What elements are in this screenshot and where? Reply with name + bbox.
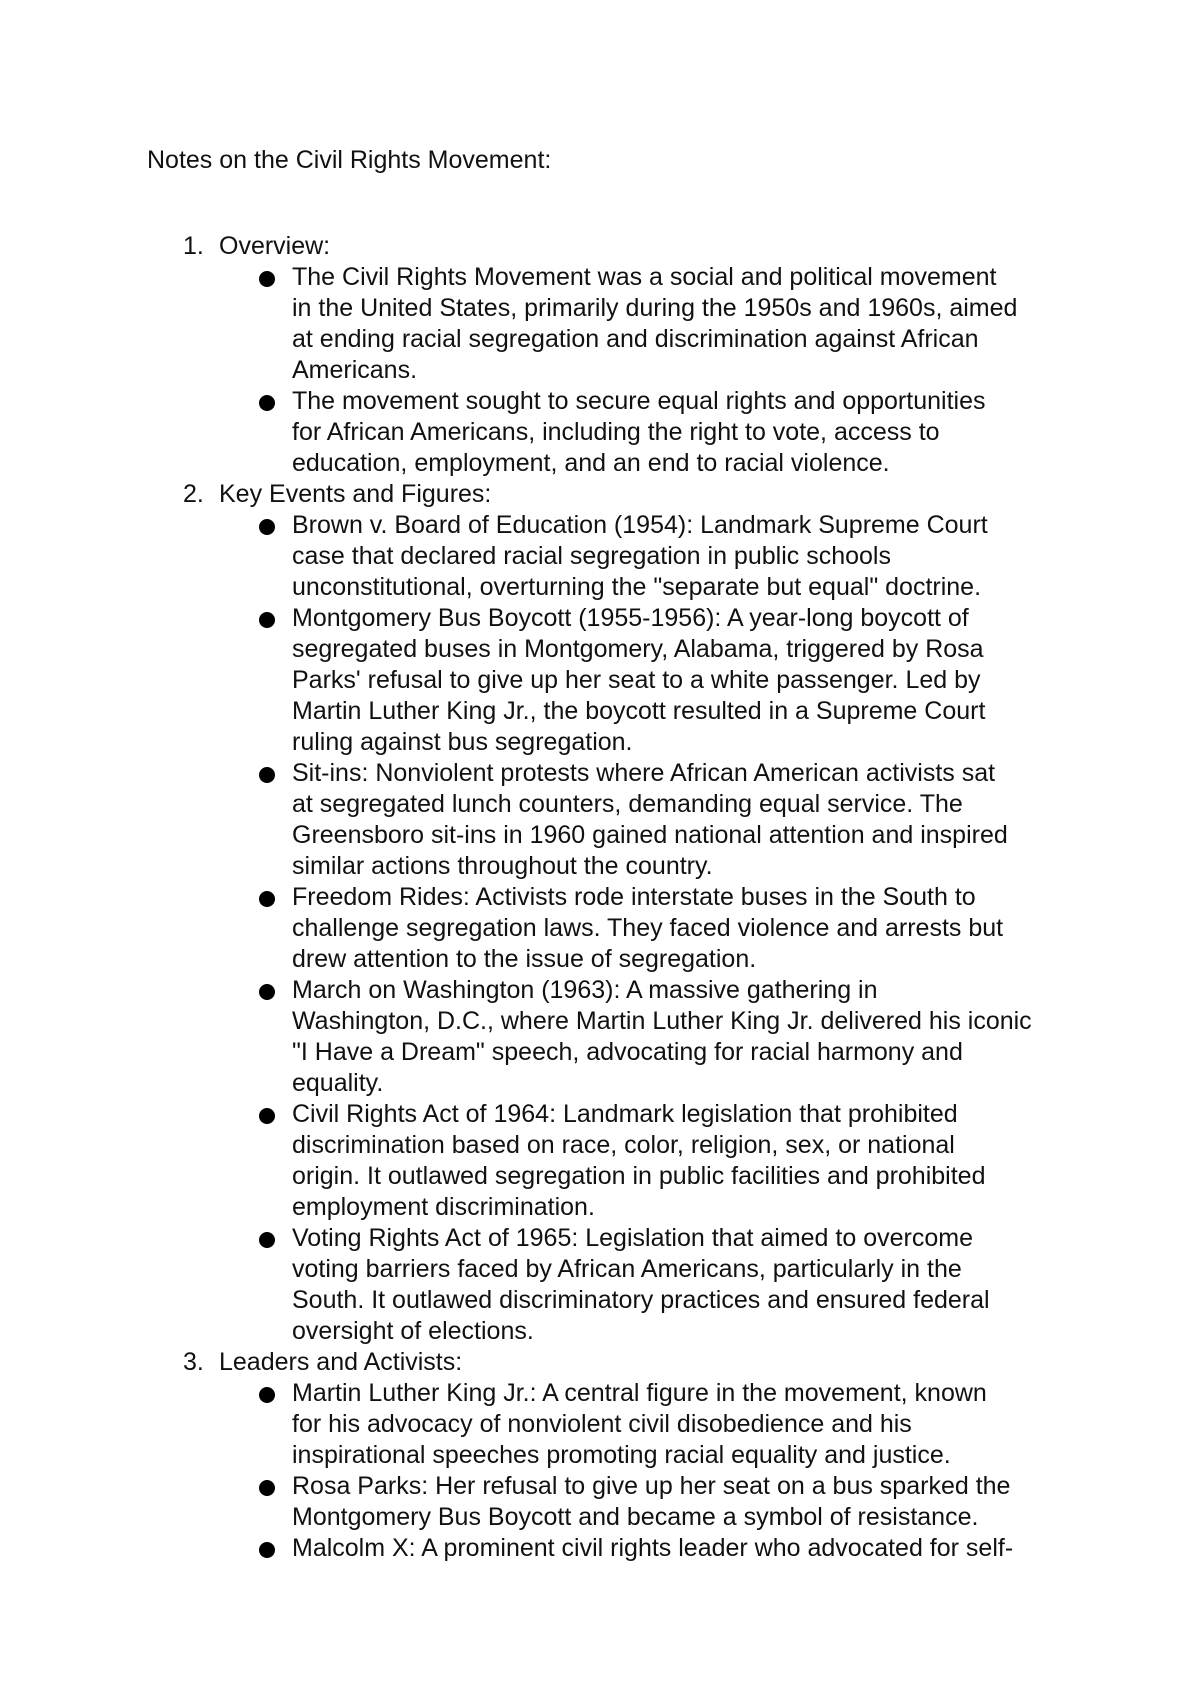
- bullet-text-line: segregated buses in Montgomery, Alabama, triggered by Rosa: [292, 635, 984, 663]
- section-item: [183, 479, 1083, 1347]
- bullet-item: [183, 1533, 1082, 1564]
- bullet-list: [183, 1378, 1083, 1564]
- bullet-dot-icon: [259, 767, 275, 783]
- section-heading: [183, 1347, 1083, 1378]
- bullet-item: [183, 262, 1082, 386]
- bullet-dot-icon: [259, 612, 275, 628]
- bullet-text-line: "I Have a Dream" speech, advocating for racial harmony and: [292, 1038, 963, 1066]
- bullet-text-line: Martin Luther King Jr., the boycott resulted in a Supreme Court: [292, 697, 986, 725]
- section-number: 2.: [183, 480, 204, 508]
- bullet-text-line: Americans.: [292, 356, 418, 384]
- bullet-text-line: South. It outlawed discriminatory practices and ensured federal: [292, 1286, 990, 1314]
- bullet-text-line: Sit-ins: Nonviolent protests where African American activists sat: [292, 759, 996, 787]
- bullet-dot-icon: [259, 271, 275, 287]
- bullet-dot-icon: [259, 1480, 275, 1496]
- bullet-text-line: origin. It outlawed segregation in public facilities and prohibited: [292, 1162, 986, 1190]
- section-number: 3.: [183, 1348, 204, 1376]
- bullet-text-line: The movement sought to secure equal rights and opportunities: [292, 387, 986, 415]
- bullet-text-line: Freedom Rides: Activists rode interstate buses in the South to: [292, 883, 976, 911]
- bullet-text-line: in the United States, primarily during the 1950s and 1960s, aimed: [292, 294, 1018, 322]
- bullet-text-line: employment discrimination.: [292, 1193, 595, 1221]
- bullet-dot-icon: [259, 1108, 275, 1124]
- bullet-text-line: challenge segregation laws. They faced violence and arrests but: [292, 914, 1004, 942]
- bullet-text-line: ruling against bus segregation.: [292, 728, 633, 756]
- bullet-text-line: Parks' refusal to give up her seat to a white passenger. Led by: [292, 666, 981, 694]
- bullet-dot-icon: [259, 891, 275, 907]
- bullet-dot-icon: [259, 984, 275, 1000]
- bullet-text-line: Martin Luther King Jr.: A central figure in the movement, known: [292, 1379, 987, 1407]
- bullet-dot-icon: [259, 395, 275, 411]
- bullet-text-line: voting barriers faced by African Americans, particularly in the: [292, 1255, 962, 1283]
- bullet-text-line: Rosa Parks: Her refusal to give up her seat on a bus sparked the: [292, 1472, 1011, 1500]
- bullet-text-line: education, employment, and an end to racial violence.: [292, 449, 890, 477]
- bullet-text-line: case that declared racial segregation in public schools: [292, 542, 891, 570]
- document-title: Notes on the Civil Rights Movement:: [147, 146, 552, 174]
- bullet-dot-icon: [259, 1542, 275, 1558]
- bullet-dot-icon: [259, 1232, 275, 1248]
- section-heading-text: Key Events and Figures:: [219, 480, 492, 508]
- bullet-text-line: equality.: [292, 1069, 384, 1097]
- bullet-text-line: inspirational speeches promoting racial equality and justice.: [292, 1441, 951, 1469]
- bullet-item: [183, 1378, 1082, 1471]
- bullet-item: [183, 603, 1082, 758]
- bullet-text-line: Montgomery Bus Boycott (1955-1956): A year-long boycott of: [292, 604, 969, 632]
- bullet-list: [183, 262, 1083, 479]
- bullet-text-line: Brown v. Board of Education (1954): Landmark Supreme Court: [292, 511, 988, 539]
- bullet-text-line: Civil Rights Act of 1964: Landmark legislation that prohibited: [292, 1100, 958, 1128]
- bullet-list: [183, 510, 1083, 1347]
- bullet-text-line: Montgomery Bus Boycott and became a symbol of resistance.: [292, 1503, 979, 1531]
- section-heading: [183, 231, 1083, 262]
- section-heading: [183, 479, 1083, 510]
- section-item: [183, 1347, 1083, 1564]
- bullet-text-line: Voting Rights Act of 1965: Legislation that aimed to overcome: [292, 1224, 973, 1252]
- bullet-text-line: discrimination based on race, color, religion, sex, or national: [292, 1131, 955, 1159]
- bullet-item: [183, 882, 1082, 975]
- bullet-text-line: Greensboro sit-ins in 1960 gained national attention and inspired: [292, 821, 1008, 849]
- section-heading-text: Leaders and Activists:: [219, 1348, 463, 1376]
- bullet-item: [183, 758, 1082, 882]
- bullet-item: [183, 386, 1082, 479]
- bullet-text-line: similar actions throughout the country.: [292, 852, 713, 880]
- section-item: [183, 231, 1083, 479]
- bullet-text-line: Malcolm X: A prominent civil rights leader who advocated for self-: [292, 1534, 1014, 1562]
- bullet-item: [183, 1223, 1082, 1347]
- bullet-text-line: for African Americans, including the right to vote, access to: [292, 418, 940, 446]
- bullet-item: [183, 975, 1082, 1099]
- bullet-text-line: oversight of elections.: [292, 1317, 534, 1345]
- section-heading-text: Overview:: [219, 232, 331, 260]
- section-number: 1.: [183, 232, 204, 260]
- bullet-dot-icon: [259, 1387, 275, 1403]
- bullet-text-line: unconstitutional, overturning the "separate but equal" doctrine.: [292, 573, 982, 601]
- bullet-item: [183, 1471, 1082, 1533]
- bullet-text-line: at segregated lunch counters, demanding equal service. The: [292, 790, 963, 818]
- bullet-dot-icon: [259, 519, 275, 535]
- bullet-text-line: at ending racial segregation and discrimination against African: [292, 325, 979, 353]
- bullet-text-line: The Civil Rights Movement was a social and political movement: [292, 263, 997, 291]
- bullet-text-line: drew attention to the issue of segregation.: [292, 945, 757, 973]
- bullet-text-line: Washington, D.C., where Martin Luther King Jr. delivered his iconic: [292, 1007, 1032, 1035]
- bullet-text-line: March on Washington (1963): A massive gathering in: [292, 976, 878, 1004]
- section-list: [183, 231, 1083, 1564]
- bullet-item: [183, 510, 1082, 603]
- bullet-text-line: for his advocacy of nonviolent civil disobedience and his: [292, 1410, 912, 1438]
- bullet-item: [183, 1099, 1082, 1223]
